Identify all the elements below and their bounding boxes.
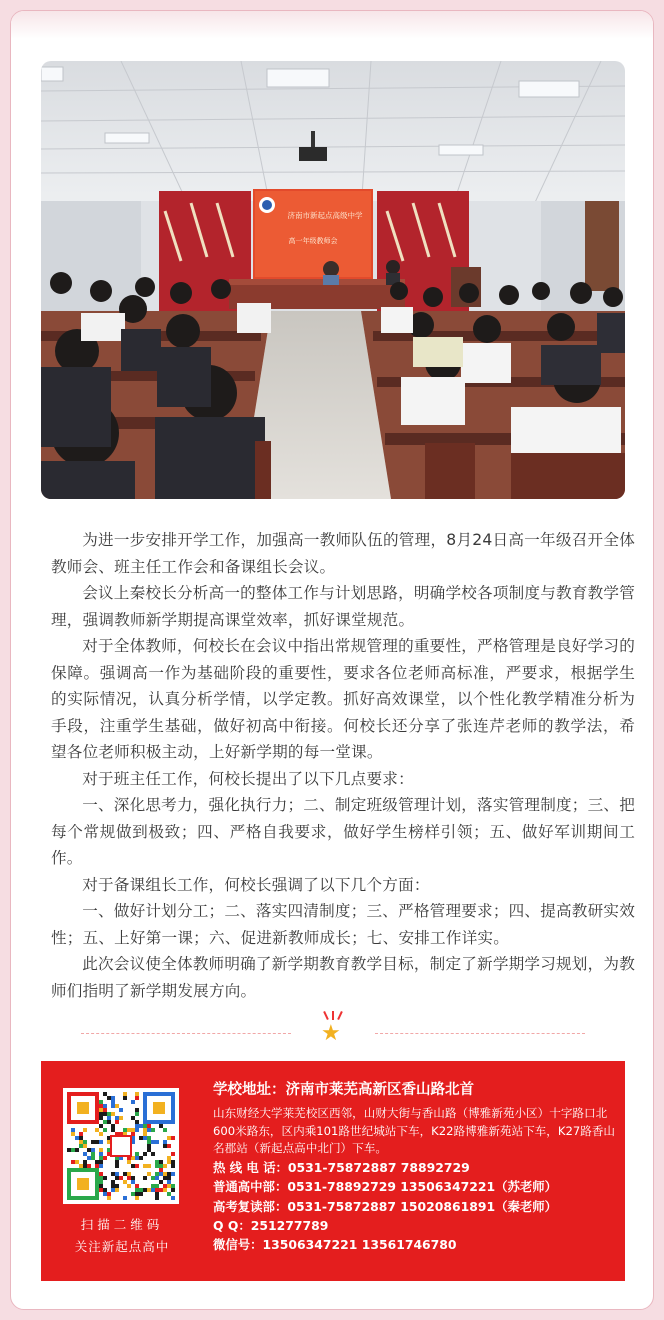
screen-subtitle: 高一年级教师会 [288, 237, 338, 245]
article-paragraph: 对于备课组长工作，何校长强调了以下几个方面： [82, 875, 430, 894]
screen-title: 济南市新起点高级中学 [287, 211, 363, 220]
contact-footer [41, 1061, 625, 1281]
wechat-id: 微信号：13506347221 13561746780 [213, 1237, 457, 1253]
article-paragraph: 此次会议使全体教师明确了新学期教育教学目标，制定了新学期学习规划，为教师们指明了新学期发展方向。 [51, 955, 635, 1000]
address-title: 学校地址：济南市莱芜高新区香山路北首 [213, 1082, 474, 1098]
qr-caption-follow: 关注新起点高中 [74, 1239, 170, 1254]
qr-caption-scan: 扫描二维码 [80, 1217, 164, 1232]
qq-number: Q Q：251277789 [213, 1218, 329, 1233]
divider-line-left [81, 1033, 291, 1034]
article-paragraph: 对于全体教师，何校长在会议中指出常规管理的重要性，严格管理是良好学习的保障。强调高一作为基础阶段的重要性，要求各位老师高标准，严要求，根据学生的实际情况，认真分析学情，以学定教。抓好高效课堂，以个性化教学精准分析为手段，注重学生基础，做好初高中衔接。何校长还分享了张连芹老师的教学法，希望各位老师积极主动，上好新学期的每一堂课。 [51, 637, 635, 761]
meeting-photo [41, 61, 625, 499]
high-school-phone: 普通高中部：0531-78892729 13506347221（苏老师） [213, 1179, 558, 1195]
article-paragraph: 对于班主任工作，何校长提出了以下几点要求： [82, 769, 414, 788]
sparkle-ray [323, 1011, 329, 1020]
article-paragraph: 一、做好计划分工；二、落实四清制度；三、严格管理要求；四、提高教研实效性；五、上好第一课；六、促进新教师成长；七、安排工作详实。 [51, 902, 635, 947]
article-paragraph: 为进一步安排开学工作，加强高一教师队伍的管理，8月24日高一年级召开全体教师会、班主任工作会和备课组长会议。 [51, 531, 635, 576]
article-paragraph: 一、深化思考力，强化执行力；二、制定班级管理计划，落实管理制度；三、把每个常规做到极致；四、严格自我要求，做好学生榜样引领；五、做好军训期间工作。 [51, 796, 635, 867]
article-paragraph: 会议上秦校长分析高一的整体工作与计划思路，明确学校各项制度与教育教学管理，强调教师新学期提高课堂效率，抓好课堂规范。 [51, 584, 635, 629]
qr-code[interactable] [63, 1088, 179, 1204]
article-body [51, 527, 635, 1004]
address-detail: 山东财经大学莱芜校区西邻，山财大街与香山路（博雅新苑小区）十字路口北600米路东，区内乘101路世纪城站下车，K22路博雅新苑站下车，K27路香山名郡站（新起点高中北门）下车。 [213, 1106, 616, 1156]
sparkle-ray [332, 1011, 334, 1020]
page-frame [10, 10, 654, 1310]
section-divider [81, 1009, 585, 1051]
review-dept-phone: 高考复读部：0531-75872887 15020861891（秦老师） [213, 1198, 558, 1214]
star-icon: ★ [321, 1021, 341, 1046]
hotline: 热 线 电 话：0531-75872887 78892729 [213, 1159, 470, 1175]
sparkle-ray [337, 1011, 343, 1020]
divider-line-right [375, 1033, 585, 1034]
contact-info [213, 1079, 618, 1255]
